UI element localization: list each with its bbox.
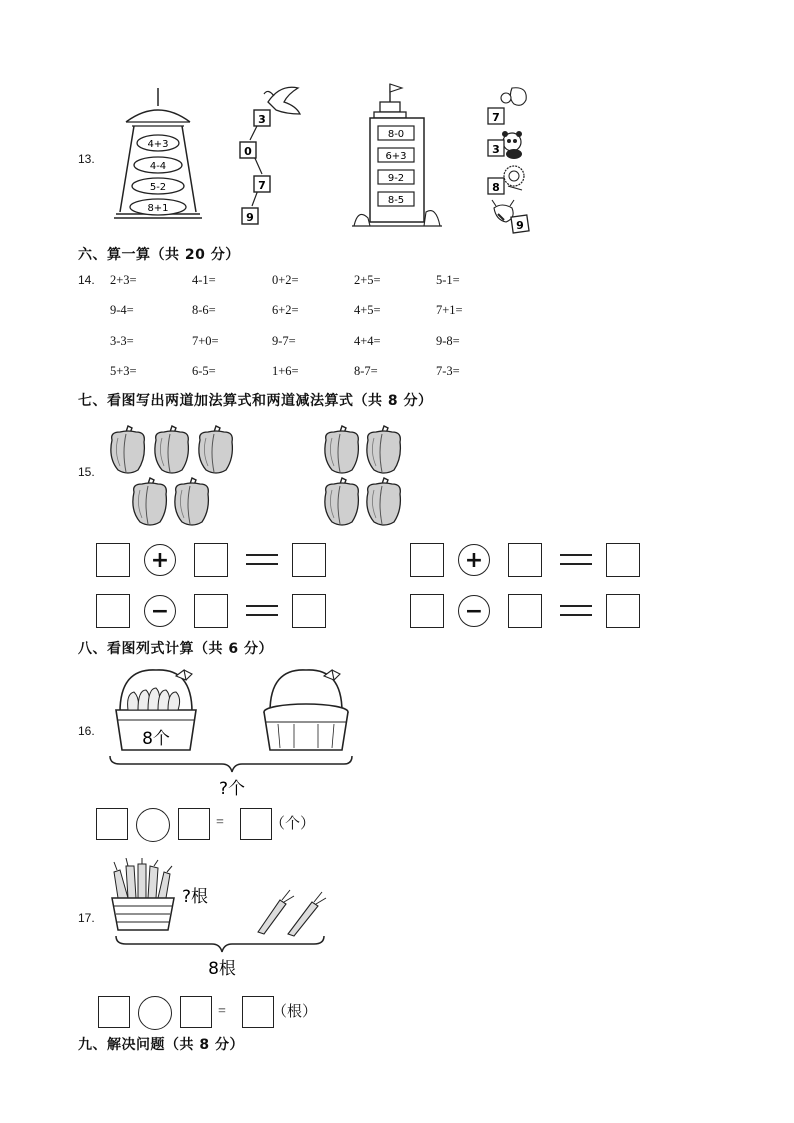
calc-expression: 6-5=	[192, 364, 216, 378]
answer-box-1[interactable]	[410, 594, 444, 628]
answer-box-1[interactable]	[96, 594, 130, 628]
animal-card-number-0: 7	[492, 111, 500, 124]
calc-expression: 7+0=	[192, 334, 219, 348]
basket-count-label: 8个	[142, 729, 170, 749]
tower-illustration	[112, 86, 212, 226]
operator-circle[interactable]	[136, 808, 170, 842]
answer-box-2[interactable]	[178, 808, 210, 840]
answer-box-2[interactable]	[180, 996, 212, 1028]
answer-box-result[interactable]	[292, 543, 326, 577]
answer-box-result[interactable]	[242, 996, 274, 1028]
pepper-icon	[367, 478, 401, 525]
pepper-icon	[133, 478, 167, 525]
kite-illustration	[234, 80, 306, 230]
tower-expression-1	[134, 157, 182, 173]
calc-expression: 8-7=	[354, 364, 378, 378]
pepper-icon	[199, 426, 233, 473]
calc-expression: 9-8=	[436, 334, 460, 348]
question-number-13: 13.	[78, 152, 95, 166]
tower-expression-2	[132, 178, 184, 194]
carrot-icon	[258, 890, 294, 934]
answer-box-2[interactable]	[508, 594, 542, 628]
calc-expression: 7-3=	[436, 364, 460, 378]
svg-text:4-4: 4-4	[149, 161, 167, 172]
calc-expression: 2+3=	[110, 273, 137, 287]
equals-sign	[560, 554, 592, 565]
section-6-title: 六、算一算（共 20 分）	[78, 247, 240, 263]
peppers-illustration	[96, 420, 416, 530]
tower-expression-3	[130, 199, 186, 215]
animal-card-number-3: 9	[516, 219, 524, 232]
answer-box-result[interactable]	[240, 808, 272, 840]
plus-glyph: +	[464, 547, 484, 573]
svg-text:4+3: 4+3	[147, 139, 169, 150]
equals-sign	[246, 605, 278, 616]
carrots-illustration	[108, 858, 334, 982]
section-7-title: 七、看图写出两道加法算式和两道减法算式（共 8 分）	[78, 393, 433, 409]
question-number-16: 16.	[78, 724, 95, 738]
plus-glyph: +	[150, 547, 170, 573]
building-expression-2: 9-2	[387, 173, 405, 184]
total-question-label: ?个	[218, 779, 246, 799]
unit-label: （根）	[272, 1002, 318, 1020]
animal-card-number-2: 8	[492, 181, 500, 194]
calc-expression: 0+2=	[272, 273, 299, 287]
equals-sign: =	[218, 1004, 226, 1019]
building-expression-3: 8-5	[387, 195, 405, 206]
calc-expression: 5-1=	[436, 273, 460, 287]
minus-sign-icon	[458, 595, 490, 627]
answer-box-1[interactable]	[98, 996, 130, 1028]
pepper-icon	[111, 426, 145, 473]
calc-expression: 2+5=	[354, 273, 381, 287]
kite-number-2: 7	[258, 179, 266, 192]
plus-sign-icon	[144, 544, 176, 576]
answer-box-1[interactable]	[410, 543, 444, 577]
answer-box-2[interactable]	[508, 543, 542, 577]
section-8-title: 八、看图列式计算（共 6 分）	[78, 641, 273, 657]
pepper-icon	[175, 478, 209, 525]
carrot-question-label: ?根	[182, 887, 209, 907]
carrot-total-label: 8根	[208, 959, 236, 979]
answer-box-result[interactable]	[606, 594, 640, 628]
question-number-15: 15.	[78, 465, 95, 479]
pepper-icon	[325, 426, 359, 473]
answer-box-result[interactable]	[606, 543, 640, 577]
building-expression-1: 6+3	[385, 151, 407, 162]
equals-sign: =	[216, 815, 224, 830]
answer-box-1[interactable]	[96, 808, 128, 840]
calc-expression: 4-1=	[192, 273, 216, 287]
answer-box-result[interactable]	[292, 594, 326, 628]
svg-text:8+1: 8+1	[147, 203, 169, 214]
carrot-icon	[288, 892, 326, 936]
equals-sign	[246, 554, 278, 565]
calc-expression: 4+4=	[354, 334, 381, 348]
equals-sign	[560, 605, 592, 616]
answer-box-2[interactable]	[194, 594, 228, 628]
calc-expression: 6+2=	[272, 303, 299, 317]
building-expression-0: 8-0	[387, 129, 405, 140]
animal-card-number-1: 3	[492, 143, 500, 156]
answer-box-1[interactable]	[96, 543, 130, 577]
section-9-title: 九、解决问题（共 8 分）	[78, 1037, 244, 1053]
animals-illustration	[482, 84, 538, 236]
minus-glyph: −	[464, 598, 484, 624]
calc-expression: 4+5=	[354, 303, 381, 317]
unit-label: （个）	[270, 814, 316, 832]
answer-box-2[interactable]	[194, 543, 228, 577]
question-number-17: 17.	[78, 911, 95, 925]
operator-circle[interactable]	[138, 996, 172, 1030]
tower-expression-0	[137, 135, 179, 151]
svg-text:5-2: 5-2	[149, 182, 167, 193]
minus-glyph: −	[150, 598, 170, 624]
kite-number-3: 9	[246, 211, 254, 224]
calc-expression: 9-7=	[272, 334, 296, 348]
building-illustration	[350, 80, 442, 230]
calc-expression: 9-4=	[110, 303, 134, 317]
plus-sign-icon	[458, 544, 490, 576]
calc-expression: 7+1=	[436, 303, 463, 317]
pepper-icon	[325, 478, 359, 525]
kite-number-0: 3	[258, 113, 266, 126]
calc-expression: 8-6=	[192, 303, 216, 317]
minus-sign-icon	[144, 595, 176, 627]
pepper-icon	[155, 426, 189, 473]
calc-expression: 1+6=	[272, 364, 299, 378]
calc-expression: 3-3=	[110, 334, 134, 348]
baskets-illustration	[106, 664, 362, 804]
calc-expression: 5+3=	[110, 364, 137, 378]
pepper-icon	[367, 426, 401, 473]
kite-number-1: 0	[244, 145, 252, 158]
question-number-14: 14.	[78, 273, 95, 287]
